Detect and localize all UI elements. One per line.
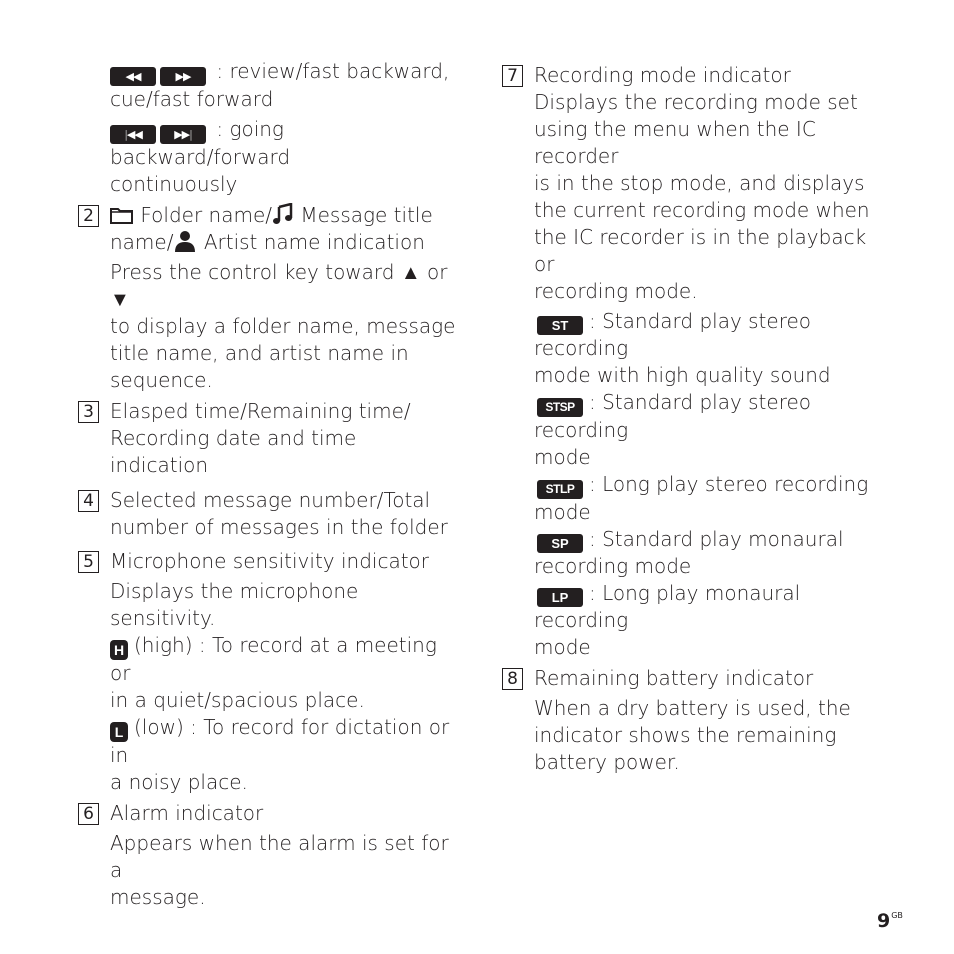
item-number: 6 <box>78 803 99 825</box>
item-description: When a dry battery is used, the indicator shows the remaining battery power. <box>534 696 851 774</box>
lp-badge-icon: LP <box>537 588 583 607</box>
low-sensitivity: L (low) : To record for dictation or in a noisy place. <box>110 715 450 794</box>
review-line <box>110 58 458 113</box>
item-description: Press the control key toward ▲ or ▼ to display a folder name, message title name, and artist name in sequence. <box>110 260 456 392</box>
review-text: : review/fast backward, <box>216 59 450 83</box>
stsp-badge-icon: STSP <box>537 398 583 417</box>
item-8 <box>502 665 887 776</box>
mode-lp: LP : Long play monaural recording mode <box>534 581 801 659</box>
item-title: Selected message number/Total number of messages in the folder <box>110 488 448 539</box>
mode-sp: SP : Standard play monaural recording mode <box>534 527 844 578</box>
skip-forward-button-icon: ▶▶| <box>160 125 206 144</box>
item-title: Elasped time/Remaining time/ Recording date and time indication <box>110 399 411 477</box>
low-badge-icon: L <box>110 722 128 742</box>
item-title: Remaining battery indicator <box>534 666 814 690</box>
item-number: 8 <box>502 668 523 690</box>
item-title: Microphone sensitivity indicator <box>110 549 430 573</box>
folder-icon <box>110 205 134 225</box>
mode-stsp: STSP : Standard play stereo recording mode <box>534 390 812 469</box>
rewind-button-icon: ◀◀ <box>110 67 156 86</box>
item-7 <box>502 62 887 661</box>
item-4 <box>78 487 458 541</box>
item-description: Appears when the alarm is set for a message. <box>110 831 449 909</box>
right-column <box>502 62 887 776</box>
music-note-icon <box>272 203 294 225</box>
skip-line <box>110 116 458 198</box>
item-title: Alarm indicator <box>110 801 264 825</box>
region-code: GB <box>891 911 903 920</box>
high-badge-icon: H <box>110 640 128 660</box>
item-number: 3 <box>78 401 99 423</box>
page-number: $9^{GB}$ <box>877 910 903 932</box>
review-text-2: cue/fast forward <box>110 87 274 111</box>
item-description: Displays the recording mode set using the menu when the IC recorder is in the stop mode, and displays the current recording mode when the IC recorder is in the playback or recording mode. <box>534 90 870 303</box>
mode-st: ST : Standard play stereo recording mode with high quality sound <box>534 309 831 387</box>
sp-badge-icon: SP <box>537 534 583 553</box>
stlp-badge-icon: STLP <box>537 480 583 499</box>
skip-back-button-icon: |◀◀ <box>110 125 156 144</box>
artist-icon <box>173 230 197 252</box>
item-number: 7 <box>502 65 523 87</box>
skip-text-2: continuously <box>110 172 238 196</box>
item-number: 5 <box>78 551 99 573</box>
item-6 <box>78 800 458 911</box>
item-description: Displays the microphone sensitivity. <box>110 579 359 630</box>
item-number: 2 <box>78 205 99 227</box>
item-title: Recording mode indicator <box>534 63 791 87</box>
item-5 <box>78 548 458 796</box>
left-column <box>78 58 458 911</box>
fast-forward-button-icon: ▶▶ <box>160 67 206 86</box>
st-badge-icon: ST <box>537 316 583 335</box>
mode-stlp: STLP : Long play stereo recording mode <box>534 472 869 524</box>
high-sensitivity: H (high) : To record at a meeting or in a quiet/spacious place. <box>110 633 437 712</box>
item-3 <box>78 398 458 479</box>
skip-text: : going backward/forward <box>110 117 291 169</box>
item-2 <box>78 202 458 394</box>
intro-buttons <box>78 58 458 198</box>
item-number: 4 <box>78 490 99 512</box>
item-title: Folder name/ Message title name/ Artist name indication <box>110 203 433 254</box>
